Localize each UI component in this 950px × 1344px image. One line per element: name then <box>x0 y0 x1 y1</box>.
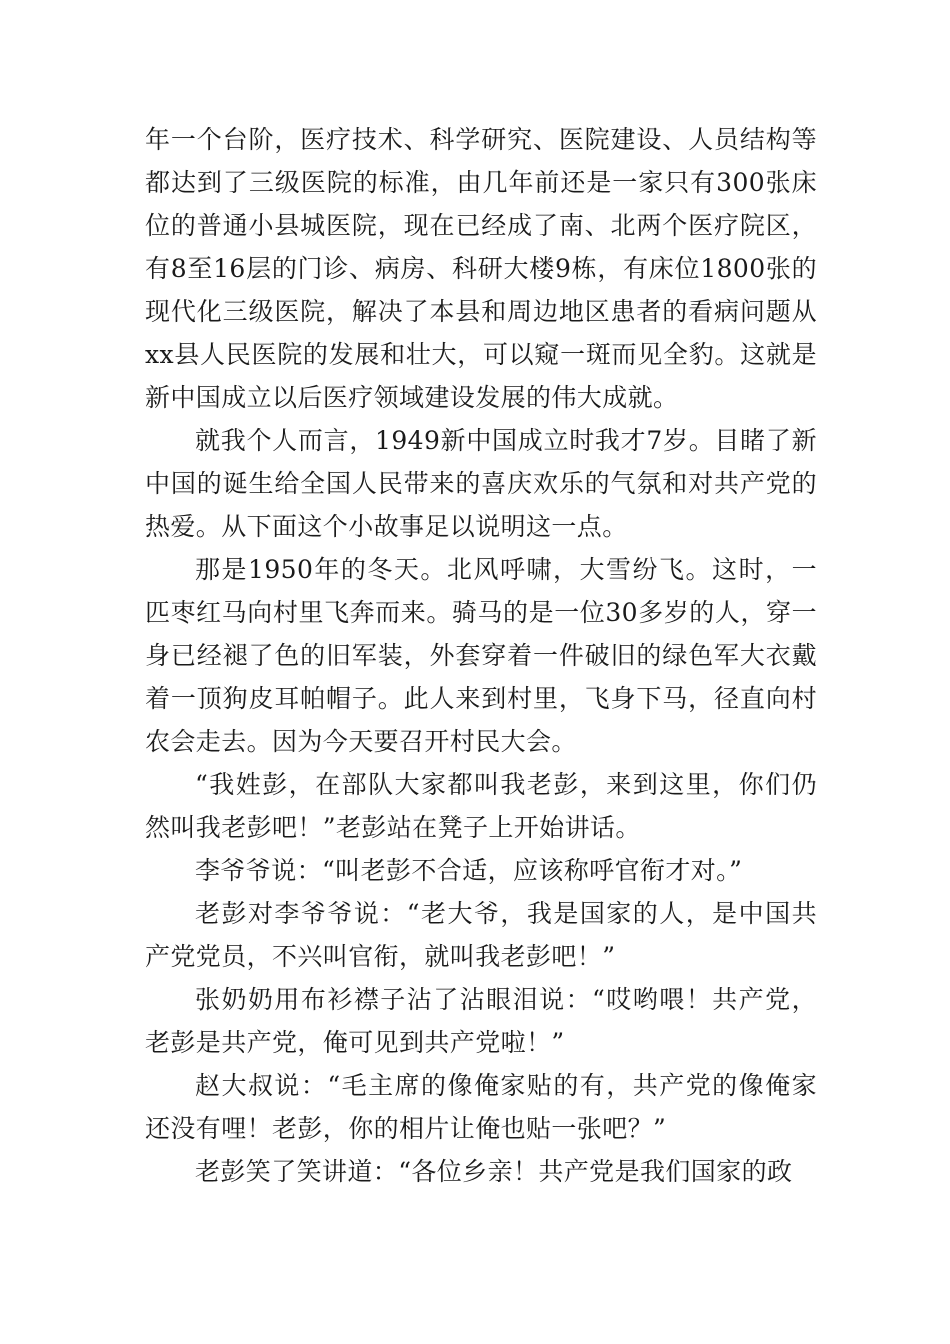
paragraph-winter-1950: 那是1950年的冬天。北风呼啸，大雪纷飞。这时，一匹枣红马向村里飞奔而来。骑马的是一位30多岁的人，穿一身已经褪了色的旧军装，外套穿着一件破旧的绿色军大衣戴着一顶狗皮耳帕帽子。此人来到村里，飞身下马，径直向村农会走去。因为今天要召开村民大会。 <box>145 555 817 756</box>
paragraph-personal-recollection: 就我个人而言，1949新中国成立时我才7岁。目睹了新中国的诞生给全国人民带来的喜庆欢乐的气氛和对共产党的热爱。从下面这个小故事足以说明这一点。 <box>145 426 817 541</box>
paragraph-lao-peng-reply: 老彭对李爷爷说：“老大爷，我是国家的人，是中国共产党党员，不兴叫官衔，就叫我老彭吧！” <box>145 899 817 971</box>
paragraph-hospital-development: 年一个台阶，医疗技术、科学研究、医院建设、人员结构等都达到了三级医院的标准，由几年前还是一家只有300张床位的普通小县城医院，现在已经成了南、北两个医疗院区，有8至16层的门诊、病房、科研大楼9栋，有床位1800张的现代化三级医院，解决了本县和周边地区患者的看病问题从xx县人民医院的发展和壮大，可以窥一斑而见全豹。这就是新中国成立以后医疗领域建设发展的伟大成就。 <box>145 125 817 412</box>
paragraph-grandpa-li: 李爷爷说：“叫老彭不合适，应该称呼官衔才对。” <box>195 856 743 885</box>
body-text <box>145 118 817 1193</box>
paragraph-uncle-zhao: 赵大叔说：“毛主席的像俺家贴的有，共产党的像俺家还没有哩！老彭，你的相片让俺也贴一张吧？” <box>145 1071 817 1143</box>
paragraph-lao-peng-speech: “我姓彭，在部队大家都叫我老彭，来到这里，你们仍然叫我老彭吧！”老彭站在凳子上开始讲话。 <box>145 770 817 842</box>
paragraph-grandma-zhang: 张奶奶用布衫襟子沾了沾眼泪说：“哎哟喂！共产党，老彭是共产党，俺可见到共产党啦！” <box>145 985 817 1057</box>
paragraph-lao-peng-laughs: 老彭笑了笑讲道：“各位乡亲！共产党是我们国家的政 <box>195 1157 793 1186</box>
